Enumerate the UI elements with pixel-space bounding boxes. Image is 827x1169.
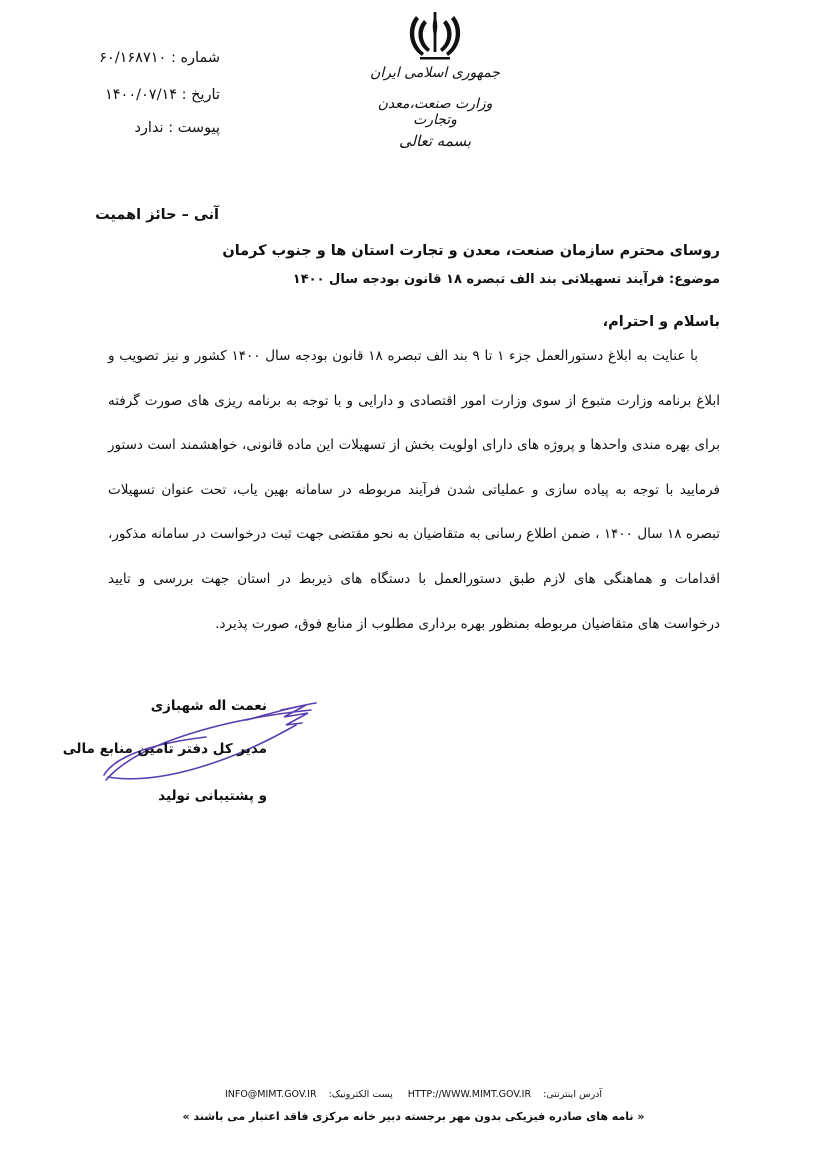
footer-note: « نامه های صادره فیزیکی بدون مهر برجسته دبیر خانه مرکزی فاقد اعتبار می باشند » — [182, 1110, 645, 1123]
letter-number — [40, 50, 220, 66]
signatory-name: نعمت اله شهبازی — [150, 698, 267, 714]
signatory-title-continued: و پشتیبانی تولید — [158, 788, 267, 804]
iran-emblem-icon — [406, 10, 464, 64]
letter-body-paragraph: با عنایت به ابلاغ دستورالعمل جزء ۱ تا ۹ بند الف تبصره ۱۸ قانون بودجه سال ۱۴۰۰ کشور و نیز تصویب و ابلاغ برنامه وزارت متبوع از سوی وزارت امور اقتصادی و دارایی و با توجه به برنامه ریزی های صورت گرفته برای بهره مندی واحدها و پروژه های دارای اولویت بخش از تسهیلات این ماده قانونی، خواهشمند است دستور فرمایید با توجه به پیاده سازی و عملیاتی شدن فرآیند مربوطه در سامانه بهین یاب، تحت عنوان تسهیلات تبصره ۱۸ سال ۱۴۰۰ ، ضمن اطلاع رسانی به متقاضیان به نحو مقتضی جهت ثبت درخواست در سامانه مذکور، اقدامات و هماهنگی های لازم طبق دستورالعمل با دستگاه های ذیربط در استان جهت بررسی و تایید درخواست های متقاضیان مربوطه بمنظور بهره برداری مطلوب از منابع فوق، صورت پذیرد. — [108, 348, 720, 632]
letter-number-value: ۶۰/۱۶۸۷۱۰ — [99, 50, 167, 66]
signatory-title: مدیر کل دفتر تامین منابع مالی — [62, 741, 267, 757]
letter-date — [40, 87, 220, 103]
footer-email: INFO@MIMT.GOV.IR — [224, 1089, 317, 1100]
letter-date-value: ۱۴۰۰/۰۷/۱۴ — [104, 87, 178, 103]
country-name: جمهوری اسلامی ایران — [370, 65, 500, 81]
subject: موضوع: فرآیند تسهیلاتی بند الف تبصره ۱۸ قانون بودجه سال ۱۴۰۰ — [292, 272, 720, 287]
letter-attachment-label: پیوست : — [168, 120, 220, 136]
footer-contacts — [0, 1089, 827, 1100]
letter-attachment — [40, 120, 220, 136]
footer-website: HTTP://WWW.MIMT.GOV.IR — [407, 1089, 532, 1100]
letter-body — [108, 334, 720, 646]
priority-label: آنی – حائز اهمیت — [95, 207, 219, 223]
letter-number-label: شماره : — [170, 50, 220, 66]
letter-date-label: تاریخ : — [181, 87, 220, 103]
invocation: بسمه تعالی — [398, 132, 472, 150]
greeting: باسلام و احترام، — [602, 314, 720, 330]
footer-email-label: :پست الکترونیک — [328, 1089, 393, 1100]
letter-attachment-value: ندارد — [134, 120, 164, 136]
ministry-name: وزارت صنعت،معدن وتجارت — [377, 96, 493, 128]
recipient: روسای محترم سازمان صنعت، معدن و تجارت استان ها و جنوب کرمان — [222, 243, 720, 259]
footer-website-label: :آدرس اینترنتی — [543, 1089, 603, 1100]
